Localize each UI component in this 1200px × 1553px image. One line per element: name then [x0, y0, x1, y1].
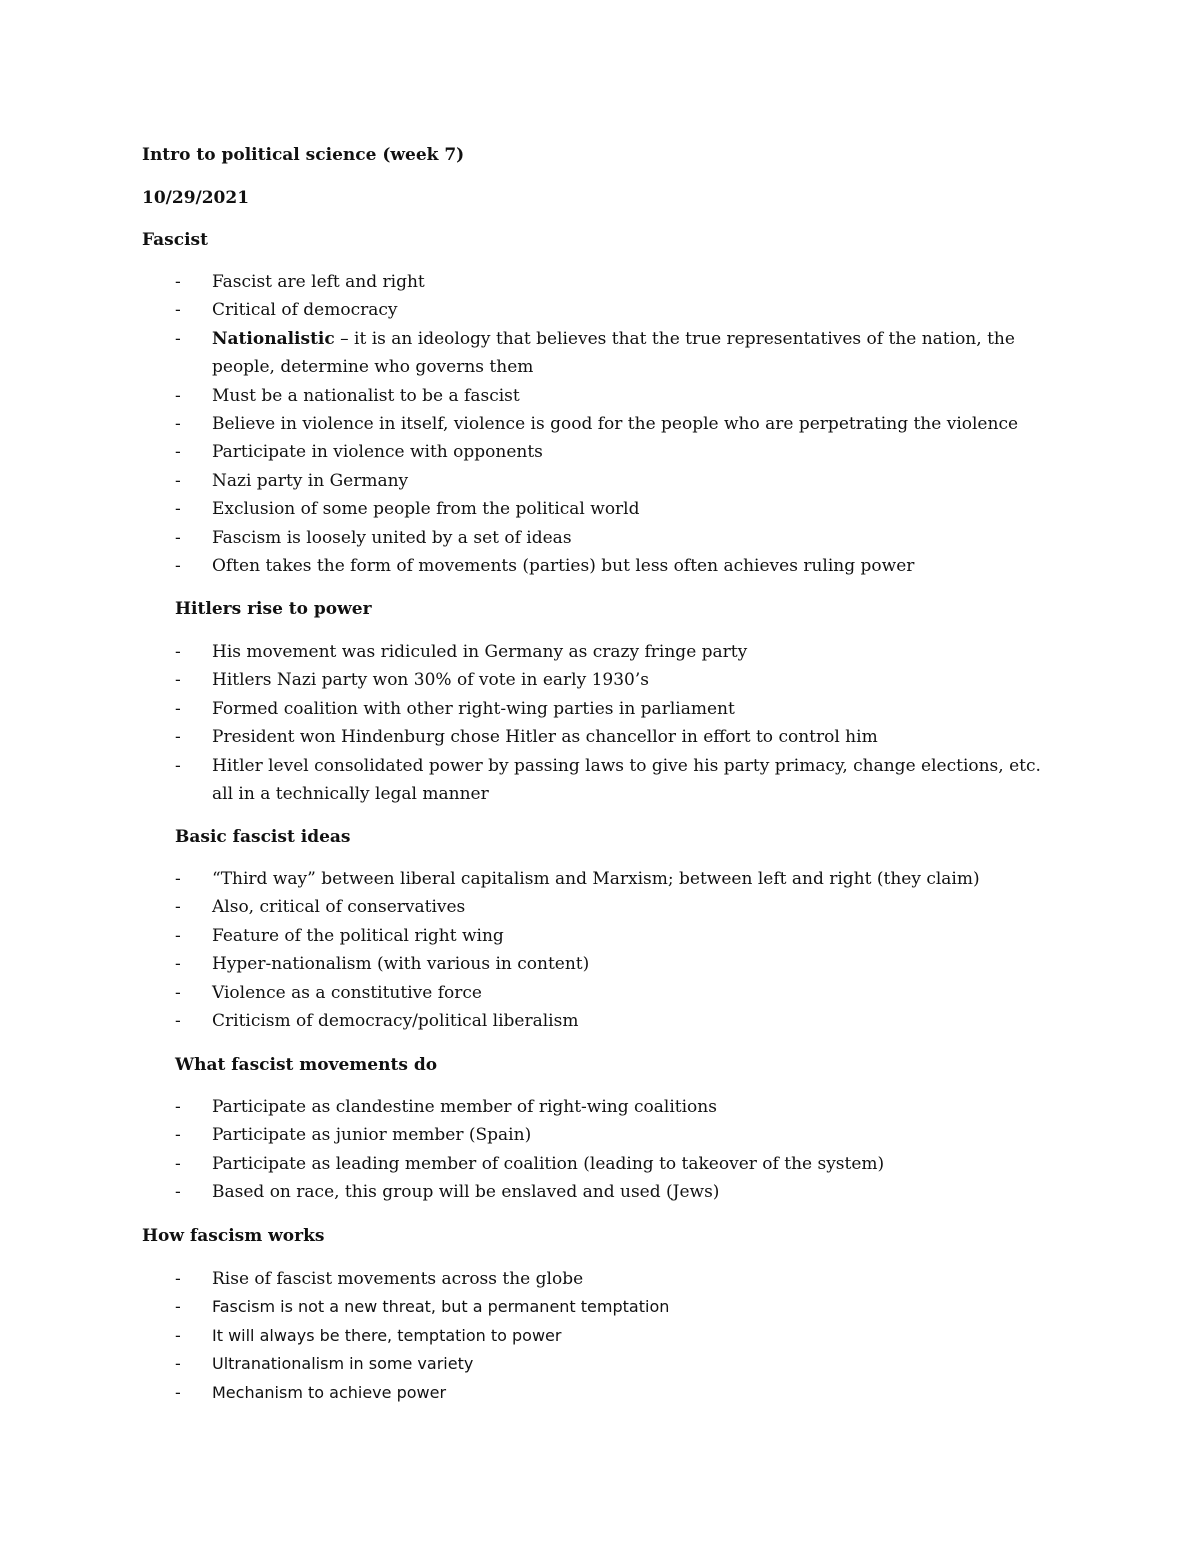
bullet-dash: - [175, 1182, 181, 1203]
list-item: - Critical of democracy [175, 296, 1045, 324]
bullet-dash: - [175, 1325, 181, 1345]
list-item: - “Third way” between liberal capitalism and Marxism; between left and right (they claim) [175, 865, 1045, 893]
list-item: - Hitlers Nazi party won 30% of vote in early 1930’s [175, 666, 1045, 694]
list-item: - Nationalistic – it is an ideology that believes that the true representatives of the nation, the people, determine who governs them [175, 325, 1045, 382]
bullet-dash: - [175, 982, 181, 1003]
list-item: - Fascist are left and right [175, 268, 1045, 296]
list-item: - President won Hindenburg chose Hitler as chancellor in effort to control him [175, 723, 1045, 751]
bullet-dash: - [175, 869, 181, 889]
how-fascism-works-list [175, 1265, 1045, 1407]
list-item: - Hyper-nationalism (with various in content) [175, 950, 1045, 978]
term-bold: Nationalistic [212, 328, 335, 349]
bullet-dash: - [175, 556, 181, 577]
bullet-dash: - [175, 300, 181, 321]
bullet-dash: - [175, 698, 181, 719]
list-item: - Exclusion of some people from the political world [175, 495, 1045, 523]
what-movements-do-list [175, 1093, 1045, 1207]
list-item: - Based on race, this group will be enslaved and used (Jews) [175, 1178, 1045, 1206]
hitlers-rise-list [175, 638, 1045, 808]
document-date: 10/29/2021 [142, 188, 250, 208]
bullet-dash: - [175, 470, 181, 491]
list-item: - Must be a nationalist to be a fascist [175, 382, 1045, 410]
list-item: - Participate in violence with opponents [175, 438, 1045, 466]
list-item: - Fascism is not a new threat, but a permanent temptation [175, 1293, 1045, 1321]
list-item: - It will always be there, temptation to power [175, 1322, 1045, 1350]
section-heading-fascist: Fascist [142, 230, 208, 250]
bullet-dash: - [175, 727, 181, 748]
list-item: - Ultranationalism in some variety [175, 1350, 1045, 1378]
bullet-dash: - [175, 442, 181, 463]
list-item: - Violence as a constitutive force [175, 979, 1045, 1007]
bullet-dash: - [175, 1269, 181, 1288]
bullet-dash: - [175, 414, 181, 435]
bullet-dash: - [175, 897, 181, 918]
list-item: - Feature of the political right wing [175, 922, 1045, 950]
fascist-list [175, 268, 1045, 580]
list-item: - Fascism is loosely united by a set of ideas [175, 524, 1045, 552]
bullet-dash: - [175, 1153, 181, 1174]
list-item: - Rise of fascist movements across the globe [175, 1265, 1045, 1293]
bullet-dash: - [175, 925, 181, 946]
list-item: - Often takes the form of movements (parties) but less often achieves ruling power [175, 552, 1045, 580]
bullet-dash: - [175, 385, 181, 406]
list-item: - Participate as leading member of coalition (leading to takeover of the system) [175, 1150, 1045, 1178]
list-item: - Hitler level consolidated power by passing laws to give his party primacy, change elections, etc. all in a technically legal manner [175, 752, 1045, 809]
bullet-dash: - [175, 642, 181, 662]
section-heading-hitlers-rise: Hitlers rise to power [175, 599, 372, 619]
list-item: - Believe in violence in itself, violence is good for the people who are perpetrating the violence [175, 410, 1045, 438]
bullet-dash: - [175, 1354, 181, 1374]
list-item: - Formed coalition with other right-wing parties in parliament [175, 695, 1045, 723]
bullet-dash: - [175, 1011, 181, 1032]
document-title: Intro to political science (week 7) [142, 145, 465, 165]
list-item: - Criticism of democracy/political liberalism [175, 1007, 1045, 1035]
bullet-dash: - [175, 1125, 181, 1146]
list-item: - Nazi party in Germany [175, 467, 1045, 495]
section-heading-basic-ideas: Basic fascist ideas [175, 827, 351, 847]
section-heading-how-fascism-works: How fascism works [142, 1226, 325, 1246]
bullet-dash: - [175, 1382, 181, 1402]
bullet-dash: - [175, 670, 181, 691]
bullet-dash: - [175, 527, 181, 548]
list-item: - Participate as clandestine member of right-wing coalitions [175, 1093, 1045, 1121]
section-heading-what-movements-do: What fascist movements do [175, 1055, 438, 1075]
bullet-dash: - [175, 1297, 181, 1317]
list-item: - His movement was ridiculed in Germany as crazy fringe party [175, 638, 1045, 666]
bullet-dash: - [175, 499, 181, 520]
bullet-dash: - [175, 954, 181, 975]
list-item: - Mechanism to achieve power [175, 1379, 1045, 1407]
basic-ideas-list [175, 865, 1045, 1035]
bullet-dash: - [175, 755, 181, 776]
bullet-dash: - [175, 328, 181, 349]
list-item: - Also, critical of conservatives [175, 893, 1045, 921]
list-item: - Participate as junior member (Spain) [175, 1121, 1045, 1149]
bullet-dash: - [175, 272, 181, 292]
bullet-dash: - [175, 1097, 181, 1117]
